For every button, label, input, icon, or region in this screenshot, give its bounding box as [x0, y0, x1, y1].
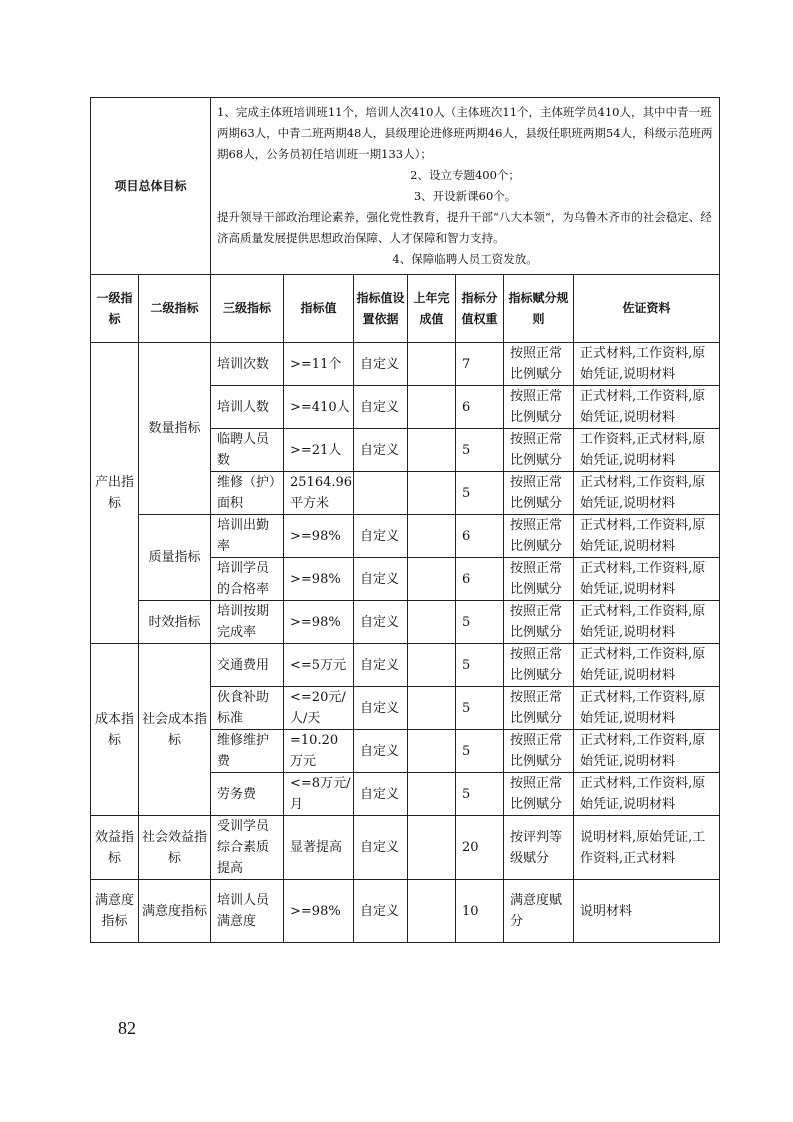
table-row — [91, 816, 720, 880]
cell-basis: 自定义 — [354, 429, 408, 472]
cell-last — [408, 730, 456, 773]
cell-evidence: 正式材料,工作资料,原始凭证,说明材料 — [574, 601, 720, 644]
cell-name: 伙食补助标准 — [211, 687, 284, 730]
table-row — [91, 343, 720, 386]
subgroup-timeliness: 时效指标 — [139, 601, 211, 644]
cell-last — [408, 687, 456, 730]
goal-text — [211, 98, 720, 275]
cell-last — [408, 601, 456, 644]
group-cost: 成本指标 — [91, 644, 139, 816]
cell-name: 维修维护费 — [211, 730, 284, 773]
cell-weight: 5 — [456, 472, 504, 515]
cell-rule: 按评判等级赋分 — [504, 816, 574, 880]
cell-value: 25164.96平方米 — [284, 472, 354, 515]
cell-name: 培训人数 — [211, 386, 284, 429]
cell-rule: 按照正常比例赋分 — [504, 558, 574, 601]
cell-value: <=8万元/月 — [284, 773, 354, 816]
header-evidence: 佐证资料 — [574, 275, 720, 343]
cell-last — [408, 644, 456, 687]
cell-rule: 按照正常比例赋分 — [504, 687, 574, 730]
cell-last — [408, 773, 456, 816]
cell-evidence: 正式材料,工作资料,原始凭证,说明材料 — [574, 644, 720, 687]
goal-line: 提升领导干部政治理论素养，强化党性教育，提升干部“八大本领“，为乌鲁木齐市的社会稳定、经济高质量发展提供思想政治保障、人才保障和智力支持。 — [217, 210, 712, 245]
cell-value: >=98% — [284, 601, 354, 644]
cell-evidence: 正式材料,工作资料,原始凭证,说明材料 — [574, 687, 720, 730]
cell-weight: 6 — [456, 386, 504, 429]
table-row — [91, 515, 720, 558]
cell-last — [408, 880, 456, 943]
performance-indicator-table — [90, 97, 720, 943]
cell-last — [408, 816, 456, 880]
cell-rule: 按照正常比例赋分 — [504, 386, 574, 429]
goal-line: 4、保障临聘人员工资发放。 — [392, 252, 538, 266]
cell-rule: 按照正常比例赋分 — [504, 601, 574, 644]
header-weight: 指标分值权重 — [456, 275, 504, 343]
cell-weight: 6 — [456, 558, 504, 601]
goal-line: 2、设立专题400个； — [410, 168, 520, 182]
cell-basis: 自定义 — [354, 880, 408, 943]
cell-name: 受训学员综合素质提高 — [211, 816, 284, 880]
cell-rule: 按照正常比例赋分 — [504, 343, 574, 386]
header-last-year: 上年完成值 — [408, 275, 456, 343]
cell-name: 培训学员的合格率 — [211, 558, 284, 601]
subgroup-quantity: 数量指标 — [139, 343, 211, 515]
cell-basis: 自定义 — [354, 644, 408, 687]
cell-name: 培训按期完成率 — [211, 601, 284, 644]
cell-weight: 20 — [456, 816, 504, 880]
cell-name: 维修（护）面积 — [211, 472, 284, 515]
cell-basis: 自定义 — [354, 601, 408, 644]
header-rule: 指标赋分规则 — [504, 275, 574, 343]
group-benefit: 效益指标 — [91, 816, 139, 880]
cell-value: <=5万元 — [284, 644, 354, 687]
cell-basis: 自定义 — [354, 773, 408, 816]
cell-evidence: 说明材料,原始凭证,工作资料,正式材料 — [574, 816, 720, 880]
cell-weight: 5 — [456, 687, 504, 730]
cell-weight: 10 — [456, 880, 504, 943]
cell-name: 培训次数 — [211, 343, 284, 386]
cell-rule: 按照正常比例赋分 — [504, 429, 574, 472]
cell-evidence: 正式材料,工作资料,原始凭证,说明材料 — [574, 343, 720, 386]
group-output: 产出指标 — [91, 343, 139, 644]
header-level2: 二级指标 — [139, 275, 211, 343]
cell-last — [408, 515, 456, 558]
cell-evidence: 正式材料,工作资料,原始凭证,说明材料 — [574, 730, 720, 773]
group-satisfaction: 满意度指标 — [91, 880, 139, 943]
cell-basis — [354, 472, 408, 515]
cell-name: 临聘人员数 — [211, 429, 284, 472]
table-row — [91, 644, 720, 687]
table-row — [91, 601, 720, 644]
cell-evidence: 工作资料,正式材料,原始凭证,说明材料 — [574, 429, 720, 472]
cell-weight: 5 — [456, 429, 504, 472]
goal-label: 项目总体目标 — [91, 98, 211, 275]
subgroup-quality: 质量指标 — [139, 515, 211, 601]
cell-weight: 6 — [456, 515, 504, 558]
cell-weight: 5 — [456, 773, 504, 816]
header-level3: 三级指标 — [211, 275, 284, 343]
indicator-table-sheet — [90, 97, 719, 943]
subgroup-social-cost: 社会成本指标 — [139, 644, 211, 816]
cell-value: >=410人 — [284, 386, 354, 429]
header-value: 指标值 — [284, 275, 354, 343]
cell-basis: 自定义 — [354, 730, 408, 773]
cell-basis: 自定义 — [354, 816, 408, 880]
cell-evidence: 正式材料,工作资料,原始凭证,说明材料 — [574, 472, 720, 515]
cell-weight: 7 — [456, 343, 504, 386]
subgroup-social-benefit: 社会效益指标 — [139, 816, 211, 880]
table-row — [91, 880, 720, 943]
cell-value: 显著提高 — [284, 816, 354, 880]
cell-weight: 5 — [456, 644, 504, 687]
cell-rule: 按照正常比例赋分 — [504, 515, 574, 558]
cell-last — [408, 558, 456, 601]
goal-line: 3、开设新课60个。 — [413, 189, 517, 203]
cell-value: =10.20万元 — [284, 730, 354, 773]
page-number: 82 — [118, 1018, 136, 1038]
cell-value: >=98% — [284, 558, 354, 601]
cell-value: >=98% — [284, 880, 354, 943]
header-basis: 指标值设置依据 — [354, 275, 408, 343]
cell-rule: 按照正常比例赋分 — [504, 644, 574, 687]
cell-value: >=98% — [284, 515, 354, 558]
cell-last — [408, 429, 456, 472]
cell-evidence: 说明材料 — [574, 880, 720, 943]
cell-evidence: 正式材料,工作资料,原始凭证,说明材料 — [574, 515, 720, 558]
cell-rule: 按照正常比例赋分 — [504, 730, 574, 773]
cell-name: 劳务费 — [211, 773, 284, 816]
cell-basis: 自定义 — [354, 687, 408, 730]
cell-value: >=21人 — [284, 429, 354, 472]
cell-weight: 5 — [456, 730, 504, 773]
cell-evidence: 正式材料,工作资料,原始凭证,说明材料 — [574, 773, 720, 816]
cell-basis: 自定义 — [354, 386, 408, 429]
goal-row — [91, 98, 720, 275]
goal-line: 1、完成主体班培训班11个，培训人次410人（主体班次11个，主体班学员410人，其中中青一班两期63人，中青二班两期48人，县级理论进修班两期46人，县级任职班两期54人，科级示范班两期68人，公务员初任培训班一期133人）； — [217, 105, 713, 161]
cell-name: 培训出勤率 — [211, 515, 284, 558]
cell-basis: 自定义 — [354, 558, 408, 601]
cell-value: >=11个 — [284, 343, 354, 386]
header-level1: 一级指标 — [91, 275, 139, 343]
cell-weight: 5 — [456, 601, 504, 644]
cell-name: 培训人员满意度 — [211, 880, 284, 943]
cell-evidence: 正式材料,工作资料,原始凭证,说明材料 — [574, 386, 720, 429]
cell-basis: 自定义 — [354, 515, 408, 558]
subgroup-satisfaction: 满意度指标 — [139, 880, 211, 943]
cell-last — [408, 386, 456, 429]
cell-rule: 按照正常比例赋分 — [504, 773, 574, 816]
cell-rule: 按照正常比例赋分 — [504, 472, 574, 515]
cell-value: <=20元/人/天 — [284, 687, 354, 730]
header-row — [91, 275, 720, 343]
cell-last — [408, 472, 456, 515]
cell-basis: 自定义 — [354, 343, 408, 386]
cell-rule: 满意度赋分 — [504, 880, 574, 943]
cell-name: 交通费用 — [211, 644, 284, 687]
cell-last — [408, 343, 456, 386]
cell-evidence: 正式材料,工作资料,原始凭证,说明材料 — [574, 558, 720, 601]
